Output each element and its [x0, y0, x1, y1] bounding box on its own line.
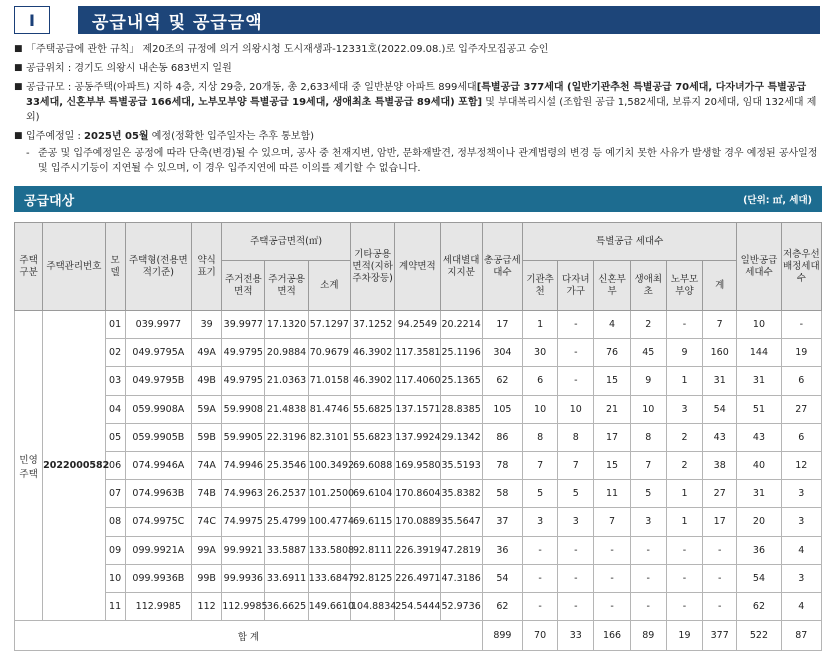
- col-low-floor: 저층우선배정세대수: [781, 223, 821, 311]
- table-cell: -: [666, 564, 702, 592]
- table-cell: -: [630, 536, 666, 564]
- table-cell: -: [666, 592, 702, 620]
- table-cell: 54: [482, 564, 522, 592]
- table-cell: 70.9679: [308, 339, 350, 367]
- table-cell: 35.8382: [440, 480, 482, 508]
- table-cell: 3: [781, 564, 821, 592]
- table-cell: 25.1365: [440, 367, 482, 395]
- table-cell: 6: [781, 367, 821, 395]
- table-cell: 1: [523, 311, 558, 339]
- col-land-share: 세대별대지지분: [440, 223, 482, 311]
- square-bullet-icon: ■: [14, 44, 23, 54]
- table-cell: 3: [781, 508, 821, 536]
- table-cell: 8: [558, 423, 594, 451]
- table-cell: 17: [594, 423, 630, 451]
- table-cell: 160: [703, 339, 737, 367]
- table-cell: 100.3492: [308, 451, 350, 479]
- table-cell: 10: [105, 564, 125, 592]
- table-cell: 105: [482, 395, 522, 423]
- table-cell: 169.9580: [395, 451, 440, 479]
- col-common: 주거공용면적: [265, 261, 308, 311]
- col-area-group: 주택공급면적(㎡): [222, 223, 351, 261]
- table-cell: 01: [105, 311, 125, 339]
- table-cell: 59A: [192, 395, 222, 423]
- table-cell: 5: [630, 480, 666, 508]
- table-cell: 36: [482, 536, 522, 564]
- table-row: [15, 451, 822, 479]
- col-other-common: 기타공용면적(지하주차장등): [350, 223, 394, 311]
- table-cell: -: [781, 311, 821, 339]
- table-cell: 62: [482, 592, 522, 620]
- table-cell: 5: [523, 480, 558, 508]
- total-cell: 70: [523, 621, 558, 651]
- table-cell: 30: [523, 339, 558, 367]
- col-institution: 기관추천: [523, 261, 558, 311]
- col-total-supply: 총공급세대수: [482, 223, 522, 311]
- table-cell: -: [666, 536, 702, 564]
- col-type: 주택형(전용면적기준): [125, 223, 191, 311]
- square-bullet-icon: ■: [14, 131, 23, 141]
- total-cell: 87: [781, 621, 821, 651]
- table-cell: 7: [594, 508, 630, 536]
- table-cell: 17: [703, 508, 737, 536]
- col-abbr: 약식표기: [192, 223, 222, 311]
- table-cell: 22.3196: [265, 423, 308, 451]
- table-cell: 1: [666, 367, 702, 395]
- table-cell: -: [703, 592, 737, 620]
- total-cell: 19: [666, 621, 702, 651]
- table-cell: 31: [703, 367, 737, 395]
- table-cell: 36: [737, 536, 781, 564]
- table-cell: 37.1252: [350, 311, 394, 339]
- table-cell: 059.9908A: [125, 395, 191, 423]
- total-label: 합 계: [15, 621, 483, 651]
- table-cell: 74.9963: [222, 480, 265, 508]
- total-cell: 166: [594, 621, 630, 651]
- table-cell: -: [558, 367, 594, 395]
- table-cell: 33.6911: [265, 564, 308, 592]
- table-cell: 94.2549: [395, 311, 440, 339]
- table-cell: 74.9975: [222, 508, 265, 536]
- table-cell: 074.9946A: [125, 451, 191, 479]
- col-multichild: 다자녀가구: [558, 261, 594, 311]
- table-cell: 304: [482, 339, 522, 367]
- table-cell: 7: [703, 311, 737, 339]
- table-cell: 31: [737, 367, 781, 395]
- table-cell: 92.8125: [350, 564, 394, 592]
- table-cell: 51: [737, 395, 781, 423]
- table-cell: 10: [523, 395, 558, 423]
- table-cell: 137.1571: [395, 395, 440, 423]
- table-cell: 62: [482, 367, 522, 395]
- table-cell: 58: [482, 480, 522, 508]
- table-cell: 69.6088: [350, 451, 394, 479]
- table-cell: 69.6115: [350, 508, 394, 536]
- table-cell: 4: [781, 592, 821, 620]
- table-cell: 49B: [192, 367, 222, 395]
- table-cell: -: [558, 339, 594, 367]
- table-cell: 36.6625: [265, 592, 308, 620]
- table-cell: 2: [630, 311, 666, 339]
- table-cell: 35.5193: [440, 451, 482, 479]
- table-cell: 03: [105, 367, 125, 395]
- table-row: [15, 339, 822, 367]
- total-row: [15, 621, 822, 651]
- bullet-regulation: ■ 「주택공급에 관한 규칙」 제20조의 규정에 의거 의왕시청 도시재생과-12331호(2022.09.08.)로 입주자모집공고 승인: [14, 44, 549, 55]
- table-cell: 08: [105, 508, 125, 536]
- table-cell: 20.9884: [265, 339, 308, 367]
- table-cell: -: [630, 564, 666, 592]
- table-cell: 25.1196: [440, 339, 482, 367]
- table-cell: 05: [105, 423, 125, 451]
- table-cell: 7: [630, 451, 666, 479]
- table-cell: 71.0158: [308, 367, 350, 395]
- table-cell: -: [666, 311, 702, 339]
- table-cell: 81.4746: [308, 395, 350, 423]
- table-cell: 52.9736: [440, 592, 482, 620]
- table-cell: 12: [781, 451, 821, 479]
- table-cell: 9: [630, 367, 666, 395]
- col-housing-type: 주택구분: [15, 223, 43, 311]
- table-cell: 59B: [192, 423, 222, 451]
- table-cell: 38: [703, 451, 737, 479]
- table-cell: 15: [594, 451, 630, 479]
- table-cell: 46.3902: [350, 367, 394, 395]
- table-cell: 76: [594, 339, 630, 367]
- table-cell: 2: [666, 423, 702, 451]
- table-cell: 59.9905: [222, 423, 265, 451]
- table-cell: 112.9985: [222, 592, 265, 620]
- table-cell: 039.9977: [125, 311, 191, 339]
- table-cell: 1: [666, 480, 702, 508]
- table-cell: 04: [105, 395, 125, 423]
- table-cell: 10: [737, 311, 781, 339]
- table-cell: 47.3186: [440, 564, 482, 592]
- table-cell: 133.5808: [308, 536, 350, 564]
- table-row: [15, 536, 822, 564]
- table-cell: 29.1342: [440, 423, 482, 451]
- square-bullet-icon: ■: [14, 63, 23, 73]
- col-mgmt-no: 주택관리번호: [43, 223, 105, 311]
- table-cell: 82.3101: [308, 423, 350, 451]
- table-cell: 74C: [192, 508, 222, 536]
- bullet-location: ■ 공급위치 : 경기도 의왕시 내손동 683번지 일원: [14, 63, 232, 74]
- table-cell: -: [558, 564, 594, 592]
- table-cell: -: [630, 592, 666, 620]
- table-cell: 26.2537: [265, 480, 308, 508]
- table-cell: 25.4799: [265, 508, 308, 536]
- table-cell: 54: [703, 395, 737, 423]
- table-cell: 101.2500: [308, 480, 350, 508]
- col-first-life: 생애최초: [630, 261, 666, 311]
- table-cell: 099.9921A: [125, 536, 191, 564]
- announcement-bullets: [14, 42, 822, 178]
- table-cell: 170.0889: [395, 508, 440, 536]
- table-row: [15, 480, 822, 508]
- table-cell: -: [594, 592, 630, 620]
- table-row: [15, 395, 822, 423]
- table-cell: 28.8385: [440, 395, 482, 423]
- table-row: [15, 592, 822, 620]
- table-cell: 40: [737, 451, 781, 479]
- table-cell: 6: [523, 367, 558, 395]
- unit-label: (단위: ㎡, 세대): [743, 195, 812, 206]
- supply-target-header: [14, 186, 822, 212]
- table-cell: 99A: [192, 536, 222, 564]
- mgmt-no-cell: 2022000582: [43, 311, 105, 621]
- table-cell: 47.2819: [440, 536, 482, 564]
- table-cell: 3: [781, 480, 821, 508]
- table-cell: 10: [558, 395, 594, 423]
- table-cell: 11: [594, 480, 630, 508]
- table-cell: 45: [630, 339, 666, 367]
- table-cell: 92.8111: [350, 536, 394, 564]
- table-cell: 112: [192, 592, 222, 620]
- table-cell: 99.9936: [222, 564, 265, 592]
- table-cell: 55.6823: [350, 423, 394, 451]
- table-cell: 112.9985: [125, 592, 191, 620]
- table-cell: 43: [737, 423, 781, 451]
- table-cell: 11: [105, 592, 125, 620]
- table-cell: 4: [781, 536, 821, 564]
- table-cell: 02: [105, 339, 125, 367]
- table-cell: 78: [482, 451, 522, 479]
- housing-type-cell: 민영주택: [15, 311, 43, 621]
- table-cell: 33.5887: [265, 536, 308, 564]
- table-cell: 43: [703, 423, 737, 451]
- table-cell: 55.6825: [350, 395, 394, 423]
- movein-note: - 준공 및 입주예정일은 공정에 따라 단축(변경)될 수 있으며, 공사 중 천재지변, 암반, 문화재발견, 정부정책이나 관계법령의 변경 등 예기치 못한 사유가 발생할 경우 예정된 공사일정 및 입주시기등이 지연될 수 있으며, 이 경우 입주지연에 따른 이의를 제기할 수 없습니다.: [26, 148, 818, 174]
- table-cell: 104.8834: [350, 592, 394, 620]
- table-cell: 059.9905B: [125, 423, 191, 451]
- table-cell: 144: [737, 339, 781, 367]
- table-cell: 8: [630, 423, 666, 451]
- bullet-scale: ■ 공급규모 : 공동주택(아파트) 지하 4층, 지상 29층, 20개동, 총 2,633세대 중 일반분양 아파트 899세대[특별공급 377세대 (일반기관추천 특별공급 70세대, 다자녀가구 특별공급 33세대, 신혼부부 특별공급 166세대, 노부모부양 특별공급 19세대, 생애최초 특별공급 89세대) 포함] 및 부대복리시설 (조합원 공급 1,582세대, 보류지 20세대, 임대 132세대 제외): [14, 82, 817, 123]
- table-row: [15, 311, 822, 339]
- table-cell: 3: [558, 508, 594, 536]
- table-cell: 31: [737, 480, 781, 508]
- table-cell: 69.6104: [350, 480, 394, 508]
- table-cell: 20: [737, 508, 781, 536]
- table-cell: 8: [523, 423, 558, 451]
- table-cell: -: [703, 536, 737, 564]
- table-cell: 39: [192, 311, 222, 339]
- table-cell: 49A: [192, 339, 222, 367]
- table-cell: 74B: [192, 480, 222, 508]
- table-cell: 10: [630, 395, 666, 423]
- table-cell: 19: [781, 339, 821, 367]
- table-cell: 54: [737, 564, 781, 592]
- table-cell: 7: [523, 451, 558, 479]
- section-number: Ⅰ: [14, 6, 50, 34]
- table-cell: 74.9946: [222, 451, 265, 479]
- table-cell: 6: [781, 423, 821, 451]
- table-cell: 27: [781, 395, 821, 423]
- table-cell: 117.3581: [395, 339, 440, 367]
- col-newlywed: 신혼부부: [594, 261, 630, 311]
- table-cell: -: [703, 564, 737, 592]
- table-cell: 25.3546: [265, 451, 308, 479]
- table-cell: 117.4060: [395, 367, 440, 395]
- col-special-group: 특별공급 세대수: [523, 223, 737, 261]
- section-header: [14, 6, 820, 34]
- table-cell: 06: [105, 451, 125, 479]
- table-cell: 149.6610: [308, 592, 350, 620]
- table-cell: 226.3919: [395, 536, 440, 564]
- table-cell: 46.3902: [350, 339, 394, 367]
- bullet-movein: ■ 입주예정일 : 2025년 05월 예정(정확한 입주일자는 추후 통보함): [14, 131, 315, 142]
- table-cell: 62: [737, 592, 781, 620]
- table-cell: 86: [482, 423, 522, 451]
- table-cell: 99B: [192, 564, 222, 592]
- table-cell: 4: [594, 311, 630, 339]
- table-cell: 099.9936B: [125, 564, 191, 592]
- table-row: [15, 423, 822, 451]
- table-cell: 226.4971: [395, 564, 440, 592]
- table-cell: 3: [523, 508, 558, 536]
- col-elderly: 노부모부양: [666, 261, 702, 311]
- table-cell: 21.0363: [265, 367, 308, 395]
- table-cell: 27: [703, 480, 737, 508]
- col-model: 모델: [105, 223, 125, 311]
- total-cell: 522: [737, 621, 781, 651]
- table-cell: 170.8604: [395, 480, 440, 508]
- table-cell: 2: [666, 451, 702, 479]
- table-cell: 133.6847: [308, 564, 350, 592]
- table-cell: 3: [666, 395, 702, 423]
- table-cell: -: [594, 564, 630, 592]
- section-title: 공급내역 및 공급금액: [78, 6, 820, 34]
- table-cell: 74A: [192, 451, 222, 479]
- supply-target-title: 공급대상: [24, 193, 75, 209]
- table-cell: -: [523, 564, 558, 592]
- table-cell: 074.9975C: [125, 508, 191, 536]
- col-general: 일반공급세대수: [737, 223, 781, 311]
- table-cell: 049.9795A: [125, 339, 191, 367]
- col-contract-area: 계약면적: [395, 223, 440, 311]
- table-cell: 1: [666, 508, 702, 536]
- table-cell: 100.4774: [308, 508, 350, 536]
- table-cell: -: [558, 592, 594, 620]
- table-cell: 99.9921: [222, 536, 265, 564]
- total-cell: 377: [703, 621, 737, 651]
- table-cell: -: [558, 311, 594, 339]
- col-exclusive: 주거전용면적: [222, 261, 265, 311]
- table-cell: -: [594, 536, 630, 564]
- table-row: [15, 564, 822, 592]
- table-cell: 59.9908: [222, 395, 265, 423]
- square-bullet-icon: ■: [14, 82, 23, 92]
- table-cell: 9: [666, 339, 702, 367]
- table-cell: 17.1320: [265, 311, 308, 339]
- table-cell: 074.9963B: [125, 480, 191, 508]
- table-cell: 254.5444: [395, 592, 440, 620]
- table-cell: 15: [594, 367, 630, 395]
- table-cell: 17: [482, 311, 522, 339]
- table-cell: -: [523, 536, 558, 564]
- table-cell: 07: [105, 480, 125, 508]
- table-cell: 49.9795: [222, 367, 265, 395]
- total-cell: 33: [558, 621, 594, 651]
- table-cell: 7: [558, 451, 594, 479]
- supply-table: [14, 222, 822, 651]
- table-cell: 39.9977: [222, 311, 265, 339]
- table-row: [15, 367, 822, 395]
- table-cell: 21: [594, 395, 630, 423]
- table-cell: 21.4838: [265, 395, 308, 423]
- table-cell: -: [558, 536, 594, 564]
- table-cell: 5: [558, 480, 594, 508]
- table-cell: -: [523, 592, 558, 620]
- table-cell: 57.1297: [308, 311, 350, 339]
- table-cell: 3: [630, 508, 666, 536]
- total-cell: 89: [630, 621, 666, 651]
- table-row: [15, 508, 822, 536]
- table-cell: 20.2214: [440, 311, 482, 339]
- table-cell: 137.9924: [395, 423, 440, 451]
- table-cell: 35.5647: [440, 508, 482, 536]
- col-subtotal: 소계: [308, 261, 350, 311]
- col-special-sum: 계: [703, 261, 737, 311]
- supply-table-body: [15, 311, 822, 651]
- total-cell: 899: [482, 621, 522, 651]
- table-cell: 37: [482, 508, 522, 536]
- table-cell: 49.9795: [222, 339, 265, 367]
- table-cell: 09: [105, 536, 125, 564]
- table-cell: 049.9795B: [125, 367, 191, 395]
